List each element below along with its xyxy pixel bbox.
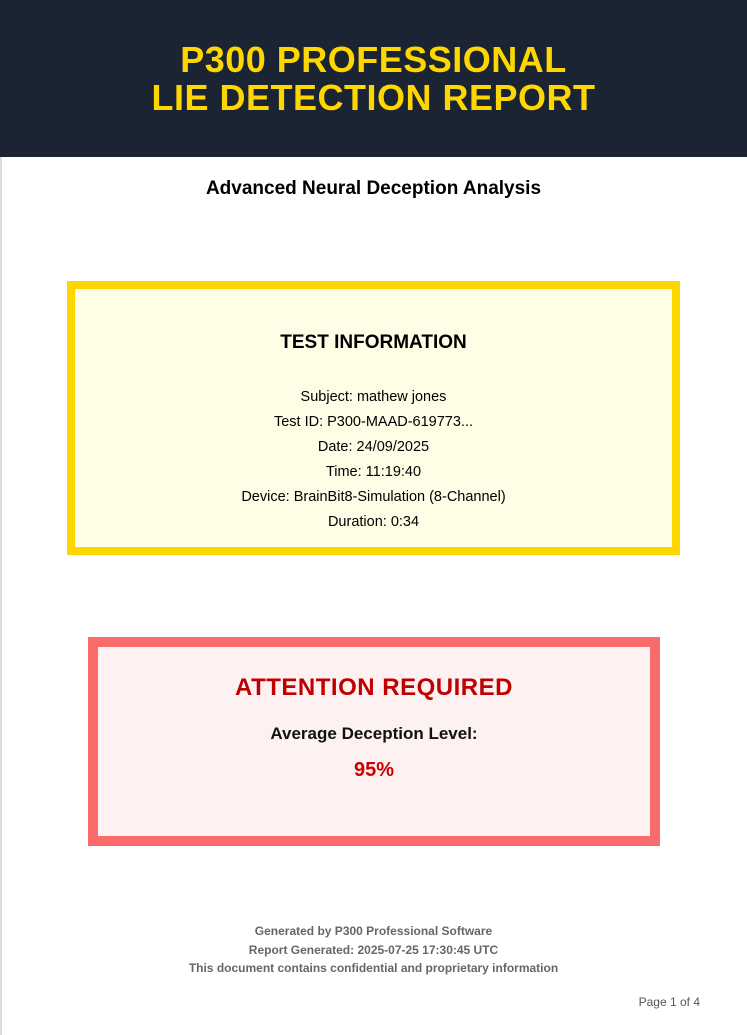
footer-generated-by: Generated by P300 Professional Software [254,924,493,938]
report-footer [0,922,747,978]
test-info-time: Time: 11:19:40 [325,464,422,480]
report-subtitle: Advanced Neural Deception Analysis [205,178,542,199]
page-left-edge-divider [0,157,2,1035]
footer-report-generated: Report Generated: 2025-07-25 17:30:45 UTC [248,942,499,957]
test-info-date: Date: 24/09/2025 [317,439,430,455]
page-indicator: Page 1 of 4 [638,995,700,1009]
test-information-box [67,281,680,555]
test-info-test-id: Test ID: P300-MAAD-619773... [273,414,474,430]
test-info-subject: Subject: mathew jones [300,389,447,405]
test-information-list [75,385,672,535]
test-info-device: Device: BrainBit8-Simulation (8-Channel) [241,489,506,505]
test-information-title: TEST INFORMATION [280,332,467,353]
average-deception-value: 95% [353,759,395,781]
report-title [151,38,596,118]
report-title-line1: P300 PROFESSIONAL [180,38,567,80]
test-info-duration: Duration: 0:34 [327,514,420,530]
average-deception-label: Average Deception Level: [270,724,478,743]
report-header [0,0,747,157]
footer-confidentiality-notice: This document contains confidential and proprietary information [188,961,559,975]
attention-required-box [88,637,660,846]
attention-required-title: ATTENTION REQUIRED [235,674,513,701]
report-title-line2: LIE DETECTION REPORT [151,76,596,118]
